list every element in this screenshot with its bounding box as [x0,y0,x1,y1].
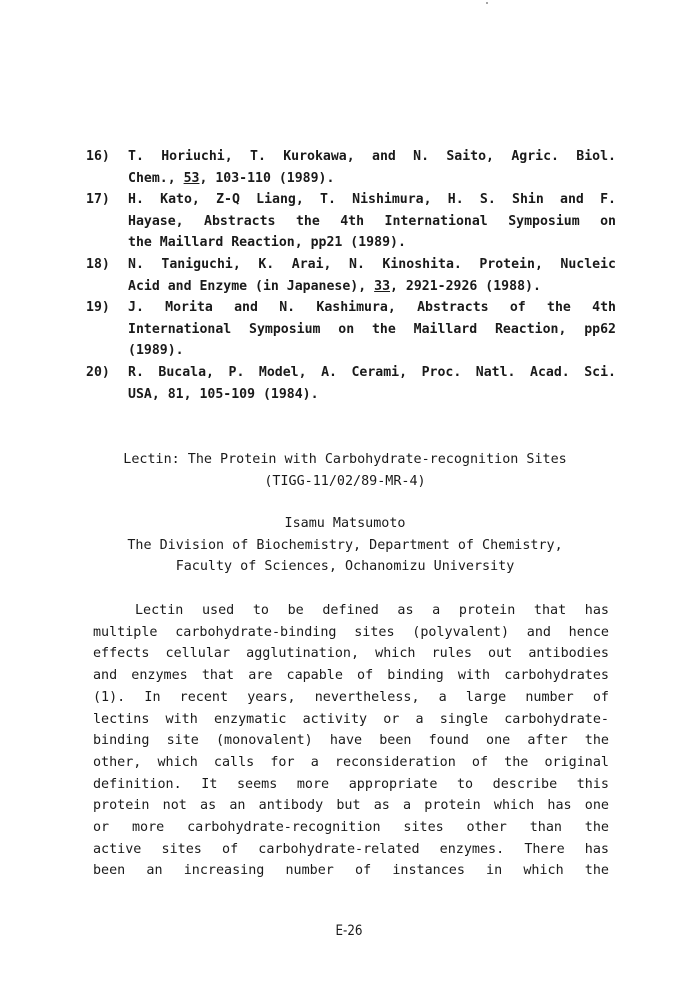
body-line: protein not as an antibody but as a protein which has one [93,798,609,814]
reference-line: R. Bucala, P. Model, A. Cerami, Proc. Natl. Acad. Sci. [128,364,616,380]
article-title: Lectin: The Protein with Carbohydrate-recognition Sites [123,452,567,467]
reference-line: the Maillard Reaction, pp21 (1989). [128,235,406,251]
reference-line: J. Morita and N. Kashimura, Abstracts of the 4th [128,300,616,316]
body-line: lectins with enzymatic activity or a single carbohydrate- [93,711,609,727]
body-line: definition. It seems more appropriate to describe this [93,776,609,792]
article-body [93,600,609,882]
body-line: (1). In recent years, nevertheless, a large number of [93,689,609,705]
reference-number: 16) [86,149,110,164]
reference-item [86,189,616,254]
reference-line: USA, 81, 105-109 (1984). [128,386,319,402]
article-author: Isamu Matsumoto [284,516,406,532]
volume-number: 53 [183,170,200,186]
reference-line: International Symposium on the Maillard Reaction, pp62 [128,321,616,337]
reference-line: T. Horiuchi, T. Kurokawa, and N. Saito, Agric. Biol. [128,149,616,164]
volume-number: 33 [374,278,391,294]
page-number: E-26 [335,923,363,939]
body-line: and enzymes that are capable of binding with carbohydrates [93,668,609,684]
reference-item [86,297,616,362]
article-header [90,449,600,578]
reference-line: Hayase, Abstracts the 4th International Symposium on [128,213,616,229]
scan-speck [486,2,488,4]
reference-line: (1989). [128,343,184,359]
reference-item [86,254,616,297]
reference-number: 19) [86,300,110,316]
reference-number: 20) [86,364,110,380]
body-line: other, which calls for a reconsideration of the original [93,754,609,770]
reference-line: Chem., 53, 103-110 (1989). [128,170,335,186]
article-affiliation-line1: The Division of Biochemistry, Department of Chemistry, [127,537,563,553]
reference-line: Acid and Enzyme (in Japanese), 33, 2921-2926 (1988). [128,278,541,294]
article-affiliation-line2: Faculty of Sciences, Ochanomizu University [175,559,515,575]
body-line: or more carbohydrate-recognition sites other than the [93,820,609,836]
reference-number: 18) [86,256,110,272]
reference-line: H. Kato, Z-Q Liang, T. Nishimura, H. S. Shin and F. [128,192,616,208]
body-line: multiple carbohydrate-binding sites (polyvalent) and hence [93,624,609,640]
reference-item [86,146,616,189]
body-line: Lectin used to be defined as a protein that has [135,603,609,618]
reference-number: 17) [86,192,110,208]
reference-list [86,146,616,405]
body-line: active sites of carbohydrate-related enzymes. There has [93,841,609,857]
reference-line: N. Taniguchi, K. Arai, N. Kinoshita. Protein, Nucleic [128,256,616,272]
body-line: been an increasing number of instances in which the [93,863,609,879]
reference-item [86,362,616,405]
body-line: effects cellular agglutination, which rules out antibodies [93,646,609,662]
article-code: (TIGG-11/02/89-MR-4) [264,473,426,489]
body-line: binding site (monovalent) have been found one after the [93,733,609,749]
